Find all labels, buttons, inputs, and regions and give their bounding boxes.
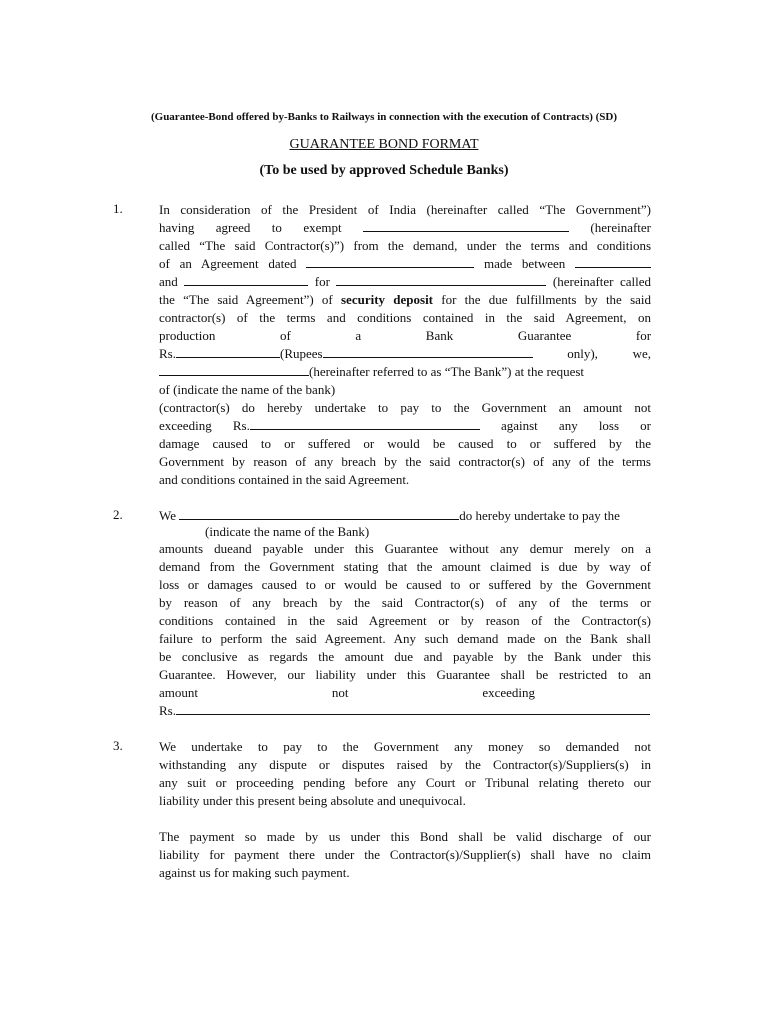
s2-line: Guarantee. However, our liability under this Guarantee shall be restricted to an xyxy=(159,667,651,682)
s1-text: production xyxy=(159,328,216,343)
s2-line: amounts dueand payable under this Guarantee without any demur merely on a xyxy=(159,541,651,556)
s1-text: Guarantee xyxy=(517,328,572,343)
s1-bold-text: security deposit xyxy=(341,292,434,307)
s1-text: we, xyxy=(632,346,651,361)
s1-line xyxy=(159,327,651,344)
s1-line: and conditions contained in the said Agreement. xyxy=(159,472,410,487)
s1-text: the “The said Agreement”) of xyxy=(159,292,333,307)
blank-field xyxy=(159,363,309,376)
s2-text: We xyxy=(159,508,176,523)
s1-text: for xyxy=(314,274,330,289)
s1-text: of xyxy=(279,328,291,343)
s1-line: Government by reason of any breach by the said contractor(s) of any of the terms xyxy=(159,454,651,469)
s1-line xyxy=(159,345,651,362)
s1-line xyxy=(159,291,651,308)
s1-line xyxy=(159,363,651,380)
s2-line: failure to perform the said Agreement. Any such demand made on the Bank shall xyxy=(159,631,651,646)
s2-line: (indicate the name of the Bank) xyxy=(205,524,370,539)
s2-line: conditions contained in the said Agreement or by reason of the Contractor(s) xyxy=(159,613,651,628)
s2-line: be conclusive as regards the amount due and payable by the Bank under this xyxy=(159,649,651,664)
blank-field xyxy=(250,417,480,430)
s1-line xyxy=(159,273,651,290)
s2-line: loss or damages caused to or would be caused to or suffered by the Government xyxy=(159,577,651,592)
s3-line: liability for payment there under the Contractor(s)/Supplier(s) shall have no claim xyxy=(159,847,651,862)
s1-text: Rs. xyxy=(232,418,250,433)
s1-line xyxy=(159,219,651,236)
s1-text: exceeding xyxy=(159,418,212,433)
blank-field xyxy=(179,507,459,520)
blank-field xyxy=(176,702,650,715)
s1-text: against any loss or xyxy=(500,418,652,433)
s2-line xyxy=(159,507,651,524)
s3-line: withstanding any dispute or disputes raised by the Contractor(s)/Suppliers(s) in xyxy=(159,757,651,772)
section-3-number: 3. xyxy=(113,738,123,753)
s2-text: Rs. xyxy=(159,703,176,718)
s1-line: damage caused to or suffered or would be caused to or suffered by the xyxy=(159,436,651,451)
document-header: (Guarantee-Bond offered by-Banks to Railways in connection with the execution of Contracts) (SD) xyxy=(150,111,618,123)
s1-line xyxy=(159,255,651,272)
s1-text: a xyxy=(355,328,362,343)
s1-line: of (indicate the name of the bank) xyxy=(159,382,336,397)
blank-field xyxy=(336,273,546,286)
document-title: GUARANTEE BOND FORMAT xyxy=(289,137,479,152)
blank-field xyxy=(184,273,308,286)
blank-field xyxy=(176,345,280,358)
s3-line: We undertake to pay to the Government any money so demanded not xyxy=(159,739,651,754)
s2-line xyxy=(159,684,535,701)
s2-text: do hereby undertake to pay the xyxy=(459,508,620,523)
s2-text: amount xyxy=(159,685,198,700)
s1-text: for xyxy=(635,328,652,343)
s2-line: demand from the Government stating that the amount claimed is due by way of xyxy=(159,559,651,574)
s1-line: (contractor(s) do hereby undertake to pay to the Government an amount not xyxy=(159,400,651,415)
s2-text: not xyxy=(331,685,349,700)
s1-text: having agreed to exempt xyxy=(159,220,342,235)
s1-text: (hereinafter xyxy=(590,220,652,235)
s1-text: made between xyxy=(484,256,566,271)
blank-field xyxy=(323,345,533,358)
blank-field xyxy=(306,255,474,268)
s1-text: Rs. xyxy=(159,346,176,361)
s1-text: (hereinafter called xyxy=(552,274,652,289)
s1-text: (Rupees xyxy=(279,346,323,361)
s1-text: and xyxy=(159,274,178,289)
s1-line: called “The said Contractor(s)”) from the demand, under the terms and conditions xyxy=(159,238,651,253)
blank-field xyxy=(363,219,569,232)
s3-line: against us for making such payment. xyxy=(159,865,350,880)
s1-line xyxy=(159,417,651,434)
s2-line: by reason of any breach by the said Contractor(s) of any of the terms or xyxy=(159,595,651,610)
s3-line: The payment so made by us under this Bond shall be valid discharge of our xyxy=(159,829,651,844)
s1-text: Bank xyxy=(425,328,454,343)
s2-line xyxy=(159,702,651,719)
section-2-number: 2. xyxy=(113,507,123,522)
s1-line: In consideration of the President of India (hereinafter called “The Government”) xyxy=(159,202,651,217)
s1-text: of an Agreement dated xyxy=(159,256,297,271)
s3-line: liability under this present being absolute and unequivocal. xyxy=(159,793,466,808)
s1-text: (hereinafter referred to as “The Bank”) at the request xyxy=(309,364,585,379)
s1-text: only), xyxy=(567,346,598,361)
document-subtitle: (To be used by approved Schedule Banks) xyxy=(259,163,509,178)
section-1-number: 1. xyxy=(113,201,123,216)
s1-text: for the due fulfillments by the said xyxy=(441,292,652,307)
s3-line: any suit or proceeding pending before any Court or Tribunal relating thereto our xyxy=(159,775,651,790)
s1-line: contractor(s) of the terms and conditions contained in the said Agreement, on xyxy=(159,310,651,325)
blank-field xyxy=(575,255,651,268)
s2-text: exceeding xyxy=(482,685,536,700)
